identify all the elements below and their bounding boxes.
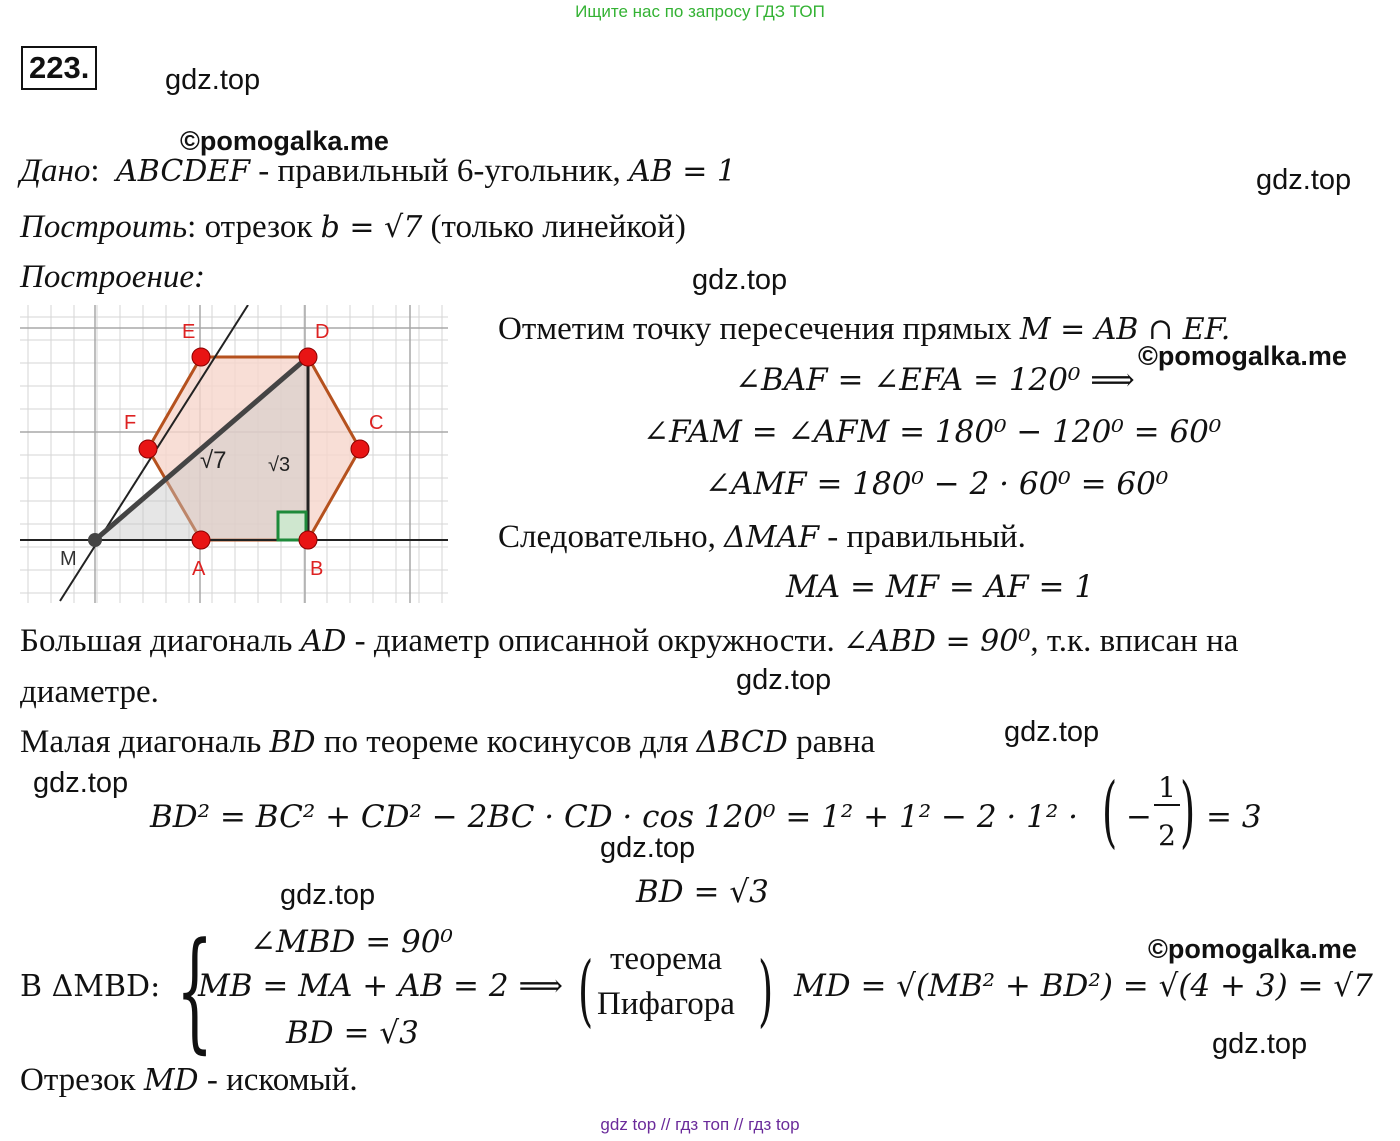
watermark-gdz: gdz.top [736, 664, 832, 696]
watermark-pomogalka: ©pomogalka.me [1148, 934, 1357, 964]
watermark-gdz: gdz.top [280, 879, 376, 911]
theorem-word-2: Пифагора [597, 986, 735, 1022]
theorem-paren-close: ) [758, 946, 774, 1036]
intersection-formula: M = AB ∩ EF. [1019, 312, 1231, 347]
point-e [192, 348, 210, 366]
system-row-1: ∠MBD = 90⁰ [250, 924, 453, 960]
label-f: F [124, 412, 137, 434]
label-m: M [60, 548, 77, 570]
system-row-3: BD = √3 [286, 1015, 419, 1051]
small-diag-text-3: равна [796, 724, 876, 760]
angle-eq-1: ∠BAF = ∠EFA = 120⁰ ⟹ [735, 362, 1135, 398]
final-line [20, 1060, 358, 1101]
watermark-gdz: gdz.top [692, 264, 788, 296]
label-b: B [310, 558, 324, 580]
point-a [192, 531, 210, 549]
paren-close: ) [1180, 767, 1196, 857]
watermark-pomogalka: ©pomogalka.me [180, 126, 389, 156]
fraction-numerator: 1 [1154, 772, 1180, 806]
theorem-paren-open: ( [578, 946, 594, 1036]
label-d: D [315, 321, 330, 343]
problem-number: 223. [21, 46, 97, 90]
theorem-word-1: теорема [610, 941, 723, 977]
top-banner: Ищите нас по запросу ГДЗ ТОП [575, 2, 825, 21]
intersection-line [498, 309, 1230, 350]
equality-ma-mf-af: MA = MF = AF = 1 [786, 569, 1095, 605]
final-formula: MD [143, 1063, 199, 1098]
label-e: E [182, 321, 196, 343]
given-label: Дано [20, 153, 91, 189]
diag-text-2: - диаметр описанной окружности. [354, 623, 835, 659]
construct-label: Построить [20, 209, 188, 245]
small-diag-formula-bd: BD [269, 725, 316, 760]
construct-line: Построить: отрезок b = √7 (только линейкой) [20, 209, 686, 245]
given-condition: AB = 1 [628, 154, 736, 189]
intersection-text: Отметим точку пересечения прямых [498, 311, 1012, 347]
diag-formula-abd: ∠ABD = 90⁰ [843, 624, 1031, 659]
diag-text-3: , т.к. вписан на [1030, 623, 1239, 659]
diag-text-4: диаметре. [20, 674, 159, 710]
small-diag-formula-bcd: ΔBCD [696, 725, 788, 760]
point-d [299, 348, 317, 366]
angle-eq-3: ∠AMF = 180⁰ − 2 · 60⁰ = 60⁰ [705, 466, 1169, 502]
given-line: Дано: ABCDEF - правильный 6-угольник, AB = 1 [20, 153, 736, 189]
small-diag-text-2: по теореме косинусов для [323, 724, 689, 760]
watermark-pomogalka: ©pomogalka.me [1138, 341, 1347, 371]
watermark-gdz: gdz.top [1004, 716, 1100, 748]
diagonal-paragraph-line1 [20, 621, 1238, 662]
system-brace: { [176, 914, 214, 1066]
label-a: A [192, 558, 206, 580]
label-sqrt7: √7 [200, 447, 227, 474]
construct-formula: b = √7 [320, 210, 423, 245]
conclusion-tail: - правильный. [827, 519, 1026, 555]
fraction-denominator: 2 [1158, 819, 1176, 852]
point-m [88, 533, 102, 547]
conclusion-text: Следовательно, [498, 519, 716, 555]
label-c: C [369, 412, 384, 434]
conclusion-formula: ΔMAF [724, 520, 820, 555]
angle-eq-2: ∠FAM = ∠AFM = 180⁰ − 120⁰ = 60⁰ [643, 414, 1222, 450]
paren-open: ( [1102, 767, 1118, 857]
label-sqrt3: √3 [268, 454, 291, 476]
diag-text-1: Большая диагональ [20, 623, 293, 659]
final-text-1: Отрезок [20, 1062, 136, 1098]
point-f [139, 440, 157, 458]
fraction-minus: − [1126, 799, 1152, 835]
given-text: - правильный 6-угольник, [258, 153, 621, 189]
construct-note: (только линейкой) [430, 209, 686, 245]
final-text-2: - искомый. [206, 1062, 358, 1098]
watermark-gdz: gdz.top [1212, 1028, 1308, 1060]
watermark-gdz: gdz.top [1256, 164, 1352, 196]
point-b [299, 531, 317, 549]
footer-links: gdz top // гдз топ // гдз top [600, 1115, 800, 1134]
small-diagonal-line [20, 722, 875, 763]
watermark-gdz: gdz.top [165, 64, 261, 96]
triangle-label-text: В ΔMBD: [20, 969, 161, 1004]
construct-text: отрезок [204, 209, 313, 245]
watermark-gdz: gdz.top [33, 767, 129, 799]
construction-label-text: Построение [20, 259, 194, 295]
md-result: MD = √(MB² + BD²) = √(4 + 3) = √7 [794, 968, 1373, 1004]
watermark-gdz: gdz.top [600, 832, 696, 864]
cosine-equation-lhs: BD² = BC² + CD² − 2BC · CD · cos 120⁰ = 1² + 1² − 2 · 1² · [150, 799, 1078, 835]
hexagon-figure [20, 305, 450, 605]
system-row-2: MB = MA + AB = 2 ⟹ [198, 968, 563, 1004]
conclusion-line [498, 517, 1026, 558]
point-c [351, 440, 369, 458]
bd-result: BD = √3 [636, 874, 769, 910]
diag-formula-ad: AD [300, 624, 347, 659]
triangle-label [20, 966, 160, 1007]
hexagon-name: ABCDEF [116, 154, 251, 189]
construction-label: Построение: [20, 259, 205, 295]
small-diag-text-1: Малая диагональ [20, 724, 262, 760]
cosine-equation-rhs: = 3 [1206, 799, 1262, 835]
